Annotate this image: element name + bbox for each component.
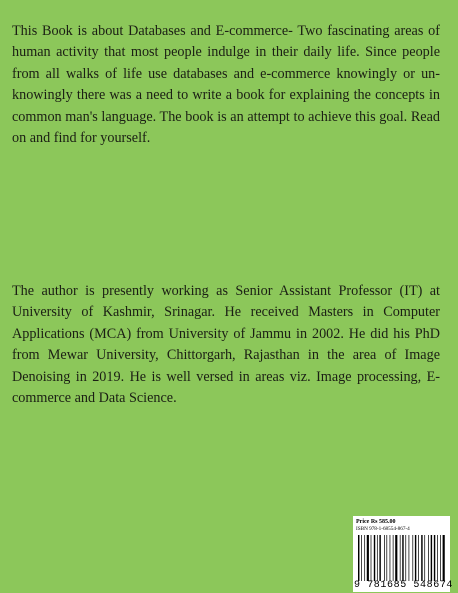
- isbn-text: ISBN 978-1-68554-867-4: [356, 526, 410, 532]
- price-text: Price Rs 585.00: [356, 519, 396, 525]
- book-description: This Book is about Databases and E-commerce- Two fascinating areas of human activity that most people indulge in their daily life. Since people from all walks of life use databases and e-commerce knowingly or un-knowingly there was a need to write a book for explaining the concepts in common man's language. The book is an attempt to achieve this goal. Read on and find for yourself.: [12, 23, 440, 147]
- barcode-icon: [358, 535, 446, 581]
- isbn-barcode-label: [353, 516, 454, 592]
- author-bio: The author is presently working as Senior Assistant Professor (IT) at University of Kashmir, Srinagar. He received Masters in Computer Applications (MCA) from University of Jammu in 2002. He did his PhD from Mewar University, Chittorgarh, Rajasthan in the area of Image Denoising in 2019. He is well versed in areas viz. Image processing, E-commerce and Data Science.: [12, 283, 440, 407]
- barcode-digits: 9 781685 548674: [354, 580, 454, 591]
